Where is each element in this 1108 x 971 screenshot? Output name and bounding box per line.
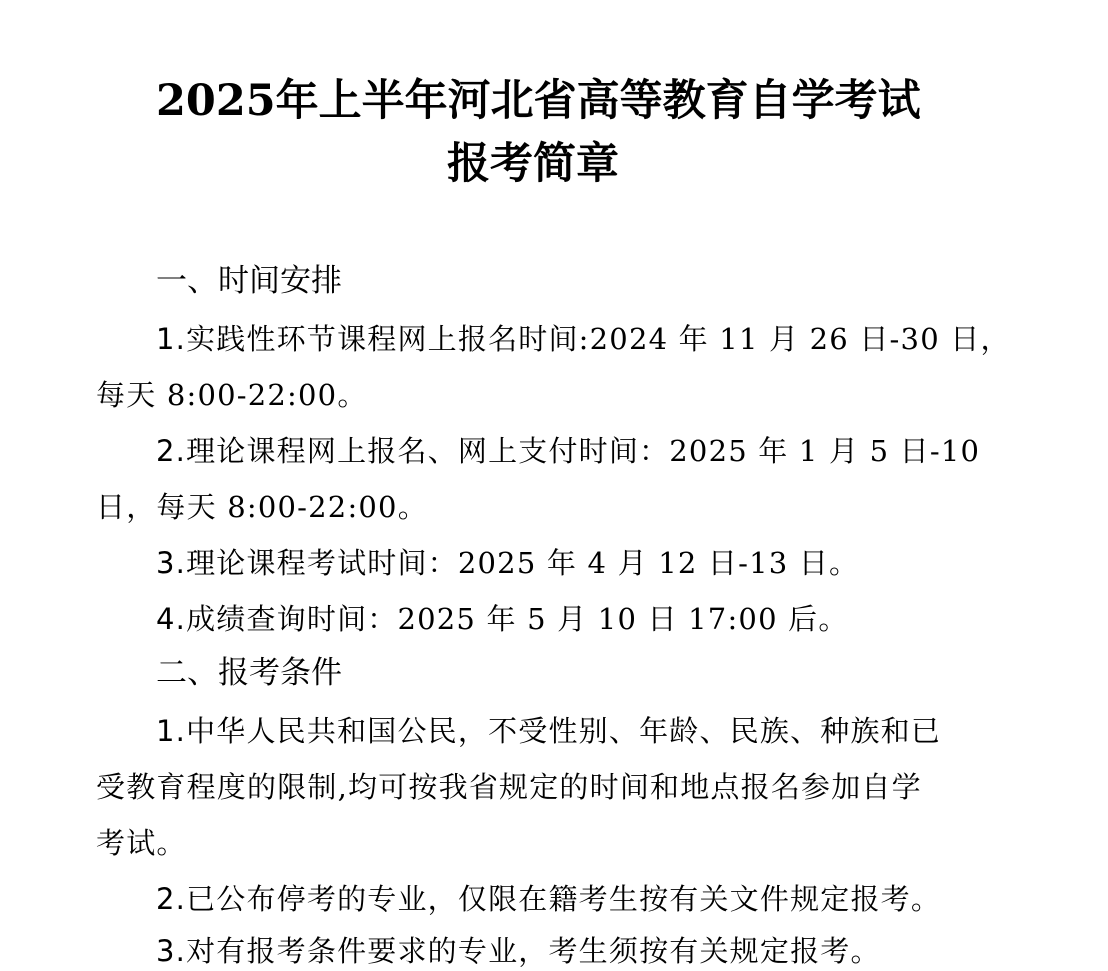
item-text: 中华人民共和国公民，不受性别、年龄、民族、种族和已	[186, 714, 942, 748]
item-text: 理论课程考试时间：2025 年 4 月 12 日-13 日。	[186, 546, 860, 580]
item-number: 1.	[156, 322, 187, 356]
schedule-item-1-line2: 每天 8:00-22:00。	[96, 378, 368, 412]
item-text: 实践性环节课程网上报名时间:2024 年 11 月 26 日-30 日，	[186, 322, 1011, 356]
document-title-line2: 报考简章	[447, 139, 619, 189]
item-text: 已公布停考的专业，仅限在籍考生按有关文件规定报考。	[186, 882, 942, 916]
item-number: 2.	[156, 882, 187, 916]
schedule-item-1-line1	[156, 322, 1011, 356]
item-number: 3.	[156, 934, 187, 968]
item-number: 1.	[156, 714, 187, 748]
item-number: 3.	[156, 546, 187, 580]
schedule-item-2-line1	[156, 434, 981, 468]
schedule-item-2-line2: 日，每天 8:00-22:00。	[96, 490, 428, 524]
schedule-item-4	[156, 602, 849, 636]
eligibility-item-1-line2: 受教育程度的限制,均可按我省规定的时间和地点报名参加自学	[96, 770, 922, 804]
item-number: 4.	[156, 602, 187, 636]
document-title-line1: 2025年上半年河北省高等教育自学考试	[156, 76, 921, 126]
item-text: 对有报考条件要求的专业，考生须按有关规定报考。	[186, 934, 881, 968]
item-text: 成绩查询时间：2025 年 5 月 10 日 17:00 后。	[186, 602, 849, 636]
eligibility-item-2	[156, 882, 942, 916]
eligibility-item-1-line3: 考试。	[96, 826, 187, 860]
item-number: 2.	[156, 434, 187, 468]
eligibility-item-3	[156, 934, 881, 968]
section-heading-schedule: 一、时间安排	[156, 263, 342, 299]
section-heading-eligibility: 二、报考条件	[156, 655, 342, 691]
schedule-item-3	[156, 546, 860, 580]
eligibility-item-1-line1	[156, 714, 942, 748]
item-text: 理论课程网上报名、网上支付时间：2025 年 1 月 5 日-10	[186, 434, 981, 468]
